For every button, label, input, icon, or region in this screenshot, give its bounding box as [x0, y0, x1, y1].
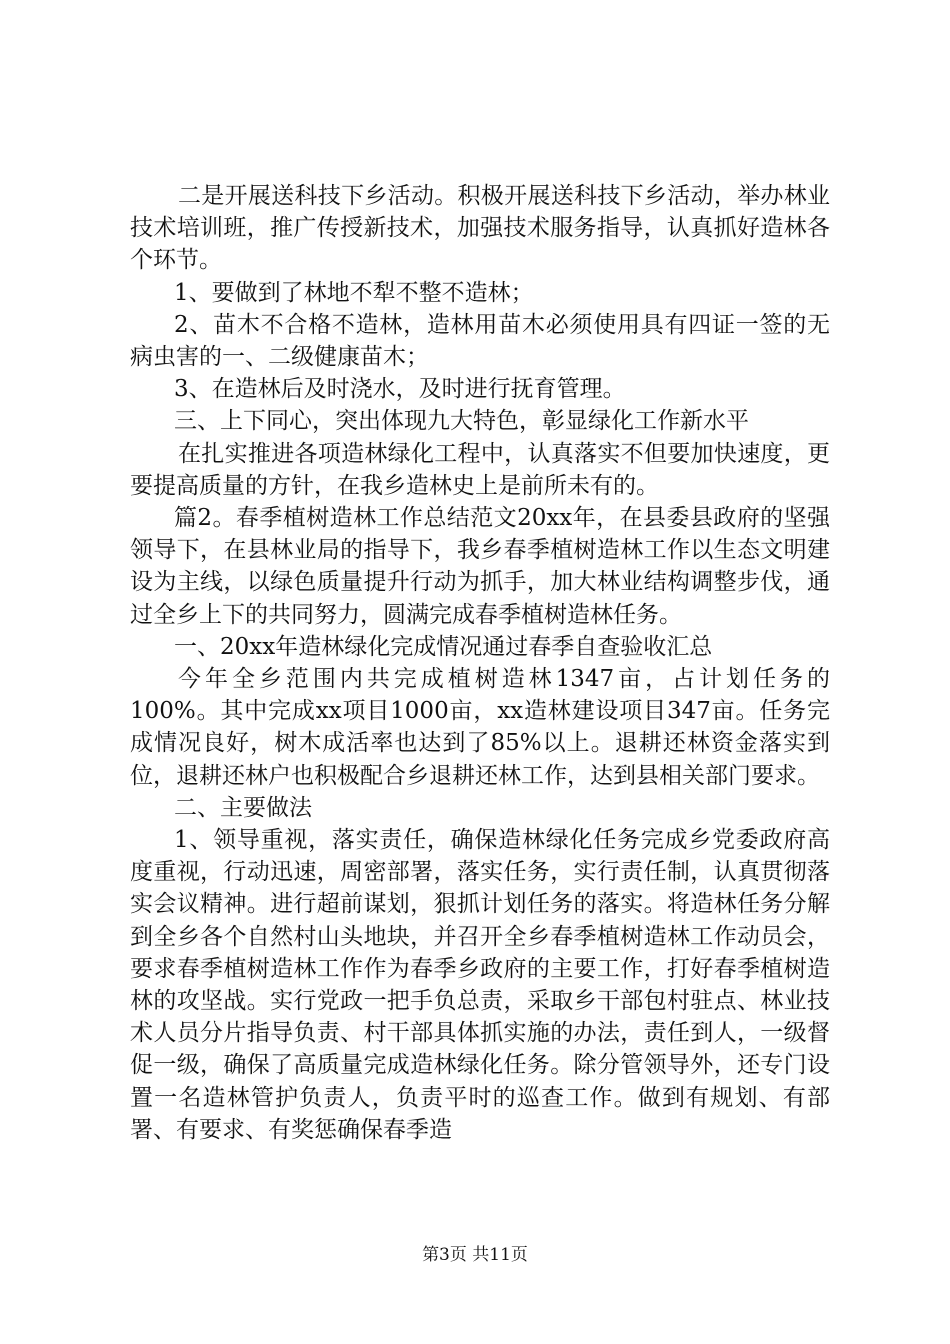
paragraph-completion: 今年全乡范围内共完成植树造林1347亩，占计划任务的100%。其中完成xx项目1000亩，xx造林建设项目347亩。任务完成情况良好，树木成活率也达到了85%以上。退耕还林资金落实到位，退耕还林户也积极配合乡退耕还林工作，达到县相关部门要求。 — [130, 666, 830, 789]
list-item-3: 3、在造林后及时浇水，及时进行抚育管理。 — [174, 376, 626, 403]
section-heading-3: 三、上下同心，突出体现九大特色，彰显绿化工作新水平 — [174, 408, 749, 435]
page-footer: 第3页 共11页 — [422, 1245, 528, 1265]
paragraph-article-2: 篇2。春季植树造林工作总结范文20xx年，在县委县政府的坚强领导下，在县林业局的指导下，我乡春季植树造林工作以生态文明建设为主线，以绿色质量提升行动为抓手，加大林业结构调整步伐，通过全乡上下的共同努力，圆满完成春季植树造林任务。 — [130, 505, 830, 628]
list-item-2: 2、苗木不合格不造林，造林用苗木必须使用具有四证一签的无病虫害的一、二级健康苗木； — [130, 311, 830, 371]
section-heading-2: 二、主要做法 — [174, 794, 312, 821]
paragraph-2: 在扎实推进各项造林绿化工程中，认真落实不但要加快速度，更要提高质量的方针，在我乡造林史上是前所未有的。 — [130, 440, 830, 499]
paragraph-1: 二是开展送科技下乡活动。积极开展送科技下乡活动，举办林业技术培训班，推广传授新技术，加强技术服务指导，认真抓好造林各个环节。 — [130, 183, 830, 274]
list-item-1: 1、要做到了林地不犁不整不造林； — [174, 279, 534, 306]
paragraph-leadership: 1、领导重视，落实责任，确保造林绿化任务完成乡党委政府高度重视，行动迅速，周密部署，落实任务，实行责任制，认真贯彻落实会议精神。进行超前谋划，狠抓计划任务的落实。将造林任务分解到全乡各个自然村山头地块，并召开全乡春季植树造林工作动员会，要求春季植树造林工作作为春季乡政府的主要工作，打好春季植树造林的攻坚战。实行党政一把手负总责，采取乡干部包村驻点、林业技术人员分片指导负责、村干部具体抓实施的办法，责任到人，一级督促一级，确保了高质量完成造林绿化任务。除分管领导外，还专门设置一名造林管护负责人，负责平时的巡查工作。做到有规划、有部署、有要求、有奖惩确保春季造 — [130, 827, 830, 1143]
section-heading-1: 一、20xx年造林绿化完成情况通过春季自查验收汇总 — [174, 633, 713, 660]
document-body — [130, 180, 830, 1146]
